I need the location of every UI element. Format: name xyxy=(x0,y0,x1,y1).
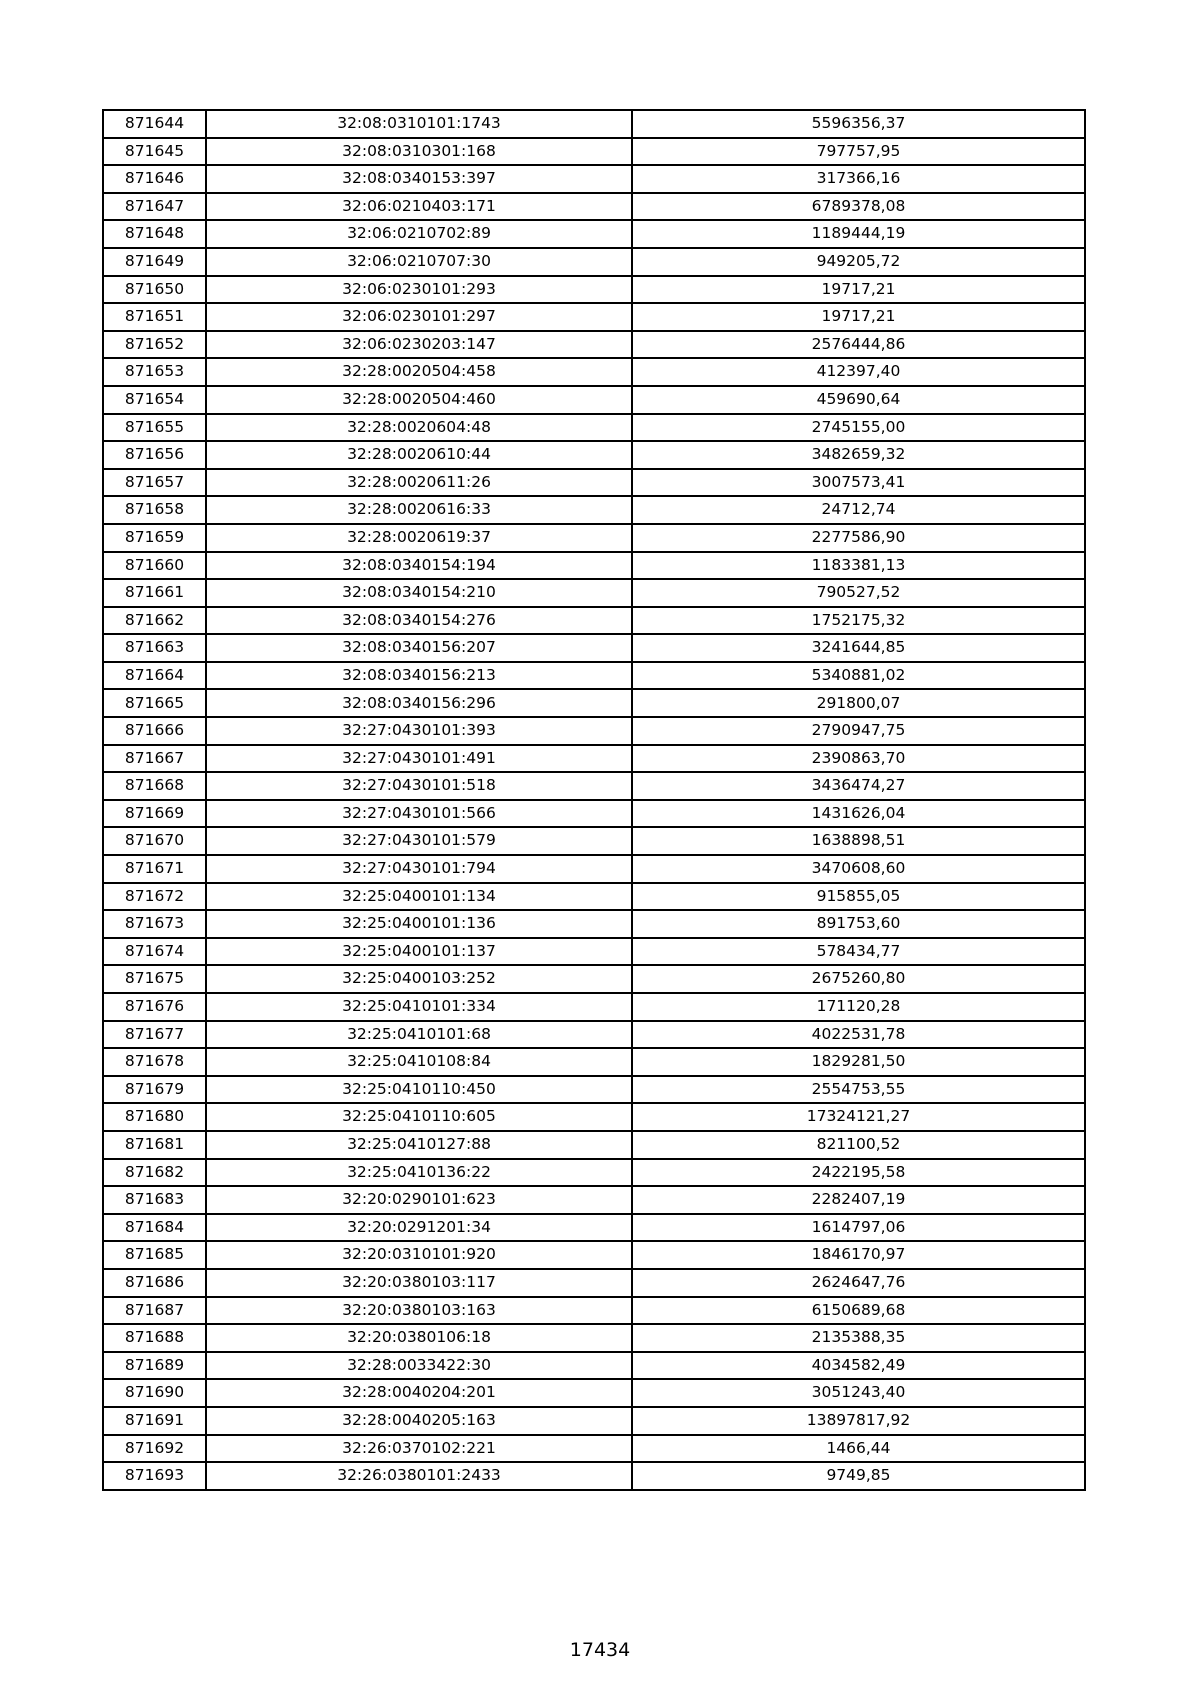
row-number-cell: 871657 xyxy=(103,469,206,497)
row-number-cell: 871651 xyxy=(103,303,206,331)
table-row xyxy=(103,993,1085,1021)
row-number-cell: 871680 xyxy=(103,1103,206,1131)
value-cell: 317366,16 xyxy=(632,165,1085,193)
table-row xyxy=(103,138,1085,166)
cadastral-number-cell: 32:25:0410101:68 xyxy=(206,1021,632,1049)
cadastral-number-cell: 32:08:0340154:210 xyxy=(206,579,632,607)
row-number-cell: 871668 xyxy=(103,772,206,800)
value-cell: 1829281,50 xyxy=(632,1048,1085,1076)
cadastral-number-cell: 32:25:0410136:22 xyxy=(206,1159,632,1187)
value-cell: 2576444,86 xyxy=(632,331,1085,359)
cadastral-number-cell: 32:25:0410101:334 xyxy=(206,993,632,1021)
row-number-cell: 871675 xyxy=(103,965,206,993)
cadastral-number-cell: 32:28:0020619:37 xyxy=(206,524,632,552)
row-number-cell: 871644 xyxy=(103,110,206,138)
cadastral-number-cell: 32:08:0340156:296 xyxy=(206,689,632,717)
row-number-cell: 871691 xyxy=(103,1407,206,1435)
value-cell: 291800,07 xyxy=(632,689,1085,717)
cadastral-number-cell: 32:08:0310101:1743 xyxy=(206,110,632,138)
cadastral-number-cell: 32:06:0230101:297 xyxy=(206,303,632,331)
value-cell: 2745155,00 xyxy=(632,414,1085,442)
row-number-cell: 871688 xyxy=(103,1324,206,1352)
row-number-cell: 871683 xyxy=(103,1186,206,1214)
value-cell: 6150689,68 xyxy=(632,1297,1085,1325)
row-number-cell: 871678 xyxy=(103,1048,206,1076)
table-body xyxy=(103,110,1085,1490)
value-cell: 9749,85 xyxy=(632,1462,1085,1490)
table-row xyxy=(103,220,1085,248)
table-row xyxy=(103,607,1085,635)
row-number-cell: 871654 xyxy=(103,386,206,414)
row-number-cell: 871650 xyxy=(103,276,206,304)
value-cell: 1431626,04 xyxy=(632,800,1085,828)
value-cell: 459690,64 xyxy=(632,386,1085,414)
table-row xyxy=(103,717,1085,745)
value-cell: 2624647,76 xyxy=(632,1269,1085,1297)
table-row xyxy=(103,827,1085,855)
row-number-cell: 871660 xyxy=(103,552,206,580)
row-number-cell: 871692 xyxy=(103,1435,206,1463)
table-row xyxy=(103,1214,1085,1242)
value-cell: 3482659,32 xyxy=(632,441,1085,469)
value-cell: 3436474,27 xyxy=(632,772,1085,800)
table-row xyxy=(103,276,1085,304)
row-number-cell: 871658 xyxy=(103,496,206,524)
row-number-cell: 871676 xyxy=(103,993,206,1021)
row-number-cell: 871648 xyxy=(103,220,206,248)
value-cell: 1638898,51 xyxy=(632,827,1085,855)
row-number-cell: 871649 xyxy=(103,248,206,276)
row-number-cell: 871693 xyxy=(103,1462,206,1490)
row-number-cell: 871656 xyxy=(103,441,206,469)
row-number-cell: 871687 xyxy=(103,1297,206,1325)
table-row xyxy=(103,165,1085,193)
cadastral-number-cell: 32:06:0210707:30 xyxy=(206,248,632,276)
row-number-cell: 871684 xyxy=(103,1214,206,1242)
table-row xyxy=(103,883,1085,911)
table-row xyxy=(103,1435,1085,1463)
row-number-cell: 871663 xyxy=(103,634,206,662)
cadastral-number-cell: 32:28:0033422:30 xyxy=(206,1352,632,1380)
table-row xyxy=(103,193,1085,221)
table-row xyxy=(103,110,1085,138)
row-number-cell: 871673 xyxy=(103,910,206,938)
table-row xyxy=(103,1076,1085,1104)
table-row xyxy=(103,1103,1085,1131)
row-number-cell: 871670 xyxy=(103,827,206,855)
table-row xyxy=(103,1269,1085,1297)
table-row xyxy=(103,634,1085,662)
value-cell: 2554753,55 xyxy=(632,1076,1085,1104)
row-number-cell: 871647 xyxy=(103,193,206,221)
table-row xyxy=(103,496,1085,524)
table-row xyxy=(103,855,1085,883)
value-cell: 5596356,37 xyxy=(632,110,1085,138)
row-number-cell: 871662 xyxy=(103,607,206,635)
cadastral-number-cell: 32:28:0040205:163 xyxy=(206,1407,632,1435)
row-number-cell: 871674 xyxy=(103,938,206,966)
table-row xyxy=(103,579,1085,607)
table-row xyxy=(103,1159,1085,1187)
row-number-cell: 871681 xyxy=(103,1131,206,1159)
table-row xyxy=(103,938,1085,966)
value-cell: 2790947,75 xyxy=(632,717,1085,745)
table-row xyxy=(103,469,1085,497)
value-cell: 2390863,70 xyxy=(632,745,1085,773)
value-cell: 171120,28 xyxy=(632,993,1085,1021)
table-row xyxy=(103,552,1085,580)
value-cell: 1183381,13 xyxy=(632,552,1085,580)
cadastral-number-cell: 32:28:0020616:33 xyxy=(206,496,632,524)
row-number-cell: 871664 xyxy=(103,662,206,690)
cadastral-number-cell: 32:27:0430101:393 xyxy=(206,717,632,745)
table-row xyxy=(103,745,1085,773)
row-number-cell: 871666 xyxy=(103,717,206,745)
cadastral-number-cell: 32:25:0400101:136 xyxy=(206,910,632,938)
table-row xyxy=(103,1462,1085,1490)
value-cell: 3470608,60 xyxy=(632,855,1085,883)
row-number-cell: 871669 xyxy=(103,800,206,828)
value-cell: 1466,44 xyxy=(632,1435,1085,1463)
cadastral-number-cell: 32:08:0340156:207 xyxy=(206,634,632,662)
cadastral-number-cell: 32:28:0020604:48 xyxy=(206,414,632,442)
cadastral-number-cell: 32:20:0291201:34 xyxy=(206,1214,632,1242)
row-number-cell: 871667 xyxy=(103,745,206,773)
cadastral-number-cell: 32:28:0020504:458 xyxy=(206,358,632,386)
value-cell: 790527,52 xyxy=(632,579,1085,607)
value-cell: 949205,72 xyxy=(632,248,1085,276)
table-row xyxy=(103,800,1085,828)
value-cell: 821100,52 xyxy=(632,1131,1085,1159)
cadastral-number-cell: 32:06:0210702:89 xyxy=(206,220,632,248)
row-number-cell: 871661 xyxy=(103,579,206,607)
cadastral-number-cell: 32:28:0020611:26 xyxy=(206,469,632,497)
cadastral-number-cell: 32:27:0430101:566 xyxy=(206,800,632,828)
value-cell: 2422195,58 xyxy=(632,1159,1085,1187)
table-row xyxy=(103,1021,1085,1049)
row-number-cell: 871659 xyxy=(103,524,206,552)
cadastral-number-cell: 32:08:0340153:397 xyxy=(206,165,632,193)
value-cell: 2277586,90 xyxy=(632,524,1085,552)
row-number-cell: 871672 xyxy=(103,883,206,911)
table-row xyxy=(103,248,1085,276)
cadastral-number-cell: 32:20:0380103:117 xyxy=(206,1269,632,1297)
value-cell: 4022531,78 xyxy=(632,1021,1085,1049)
table-row xyxy=(103,358,1085,386)
value-cell: 2675260,80 xyxy=(632,965,1085,993)
cadastral-number-cell: 32:25:0400101:137 xyxy=(206,938,632,966)
cadastral-number-cell: 32:20:0380103:163 xyxy=(206,1297,632,1325)
value-cell: 2135388,35 xyxy=(632,1324,1085,1352)
row-number-cell: 871665 xyxy=(103,689,206,717)
cadastral-number-cell: 32:28:0020504:460 xyxy=(206,386,632,414)
row-number-cell: 871652 xyxy=(103,331,206,359)
cadastral-number-cell: 32:08:0310301:168 xyxy=(206,138,632,166)
value-cell: 17324121,27 xyxy=(632,1103,1085,1131)
cadastral-number-cell: 32:25:0400101:134 xyxy=(206,883,632,911)
value-cell: 891753,60 xyxy=(632,910,1085,938)
value-cell: 3241644,85 xyxy=(632,634,1085,662)
table-row xyxy=(103,524,1085,552)
table-row xyxy=(103,662,1085,690)
data-table xyxy=(102,109,1086,1491)
cadastral-number-cell: 32:20:0310101:920 xyxy=(206,1241,632,1269)
cadastral-number-cell: 32:08:0340154:194 xyxy=(206,552,632,580)
value-cell: 2282407,19 xyxy=(632,1186,1085,1214)
value-cell: 578434,77 xyxy=(632,938,1085,966)
cadastral-number-cell: 32:25:0410108:84 xyxy=(206,1048,632,1076)
cadastral-number-cell: 32:25:0400103:252 xyxy=(206,965,632,993)
table-row xyxy=(103,331,1085,359)
row-number-cell: 871646 xyxy=(103,165,206,193)
table-row xyxy=(103,1352,1085,1380)
table-row xyxy=(103,386,1085,414)
table-row xyxy=(103,965,1085,993)
table-row xyxy=(103,689,1085,717)
row-number-cell: 871677 xyxy=(103,1021,206,1049)
table-row xyxy=(103,1186,1085,1214)
row-number-cell: 871655 xyxy=(103,414,206,442)
value-cell: 13897817,92 xyxy=(632,1407,1085,1435)
row-number-cell: 871682 xyxy=(103,1159,206,1187)
value-cell: 1189444,19 xyxy=(632,220,1085,248)
cadastral-number-cell: 32:06:0230101:293 xyxy=(206,276,632,304)
value-cell: 3051243,40 xyxy=(632,1379,1085,1407)
cadastral-number-cell: 32:25:0410127:88 xyxy=(206,1131,632,1159)
row-number-cell: 871653 xyxy=(103,358,206,386)
cadastral-number-cell: 32:27:0430101:491 xyxy=(206,745,632,773)
page-number: 17434 xyxy=(569,1639,631,1661)
cadastral-number-cell: 32:08:0340154:276 xyxy=(206,607,632,635)
cadastral-number-cell: 32:28:0040204:201 xyxy=(206,1379,632,1407)
row-number-cell: 871671 xyxy=(103,855,206,883)
table-row xyxy=(103,414,1085,442)
value-cell: 19717,21 xyxy=(632,303,1085,331)
value-cell: 797757,95 xyxy=(632,138,1085,166)
cadastral-number-cell: 32:27:0430101:518 xyxy=(206,772,632,800)
value-cell: 24712,74 xyxy=(632,496,1085,524)
table-row xyxy=(103,1324,1085,1352)
table-row xyxy=(103,910,1085,938)
row-number-cell: 871686 xyxy=(103,1269,206,1297)
row-number-cell: 871679 xyxy=(103,1076,206,1104)
cadastral-number-cell: 32:26:0370102:221 xyxy=(206,1435,632,1463)
value-cell: 4034582,49 xyxy=(632,1352,1085,1380)
value-cell: 1846170,97 xyxy=(632,1241,1085,1269)
cadastral-number-cell: 32:25:0410110:450 xyxy=(206,1076,632,1104)
cadastral-number-cell: 32:25:0410110:605 xyxy=(206,1103,632,1131)
table-row xyxy=(103,303,1085,331)
cadastral-number-cell: 32:27:0430101:794 xyxy=(206,855,632,883)
value-cell: 6789378,08 xyxy=(632,193,1085,221)
table-row xyxy=(103,1131,1085,1159)
cadastral-number-cell: 32:28:0020610:44 xyxy=(206,441,632,469)
cadastral-number-cell: 32:06:0210403:171 xyxy=(206,193,632,221)
value-cell: 1614797,06 xyxy=(632,1214,1085,1242)
cadastral-number-cell: 32:20:0290101:623 xyxy=(206,1186,632,1214)
table-row xyxy=(103,772,1085,800)
cadastral-number-cell: 32:08:0340156:213 xyxy=(206,662,632,690)
value-cell: 1752175,32 xyxy=(632,607,1085,635)
cadastral-number-cell: 32:26:0380101:2433 xyxy=(206,1462,632,1490)
value-cell: 19717,21 xyxy=(632,276,1085,304)
cadastral-number-cell: 32:06:0230203:147 xyxy=(206,331,632,359)
table-row xyxy=(103,1379,1085,1407)
table-row xyxy=(103,1048,1085,1076)
cadastral-number-cell: 32:20:0380106:18 xyxy=(206,1324,632,1352)
table-row xyxy=(103,1297,1085,1325)
cadastral-number-cell: 32:27:0430101:579 xyxy=(206,827,632,855)
table-row xyxy=(103,1241,1085,1269)
value-cell: 3007573,41 xyxy=(632,469,1085,497)
value-cell: 5340881,02 xyxy=(632,662,1085,690)
value-cell: 412397,40 xyxy=(632,358,1085,386)
value-cell: 915855,05 xyxy=(632,883,1085,911)
row-number-cell: 871685 xyxy=(103,1241,206,1269)
table-row xyxy=(103,441,1085,469)
table-row xyxy=(103,1407,1085,1435)
row-number-cell: 871689 xyxy=(103,1352,206,1380)
row-number-cell: 871645 xyxy=(103,138,206,166)
row-number-cell: 871690 xyxy=(103,1379,206,1407)
